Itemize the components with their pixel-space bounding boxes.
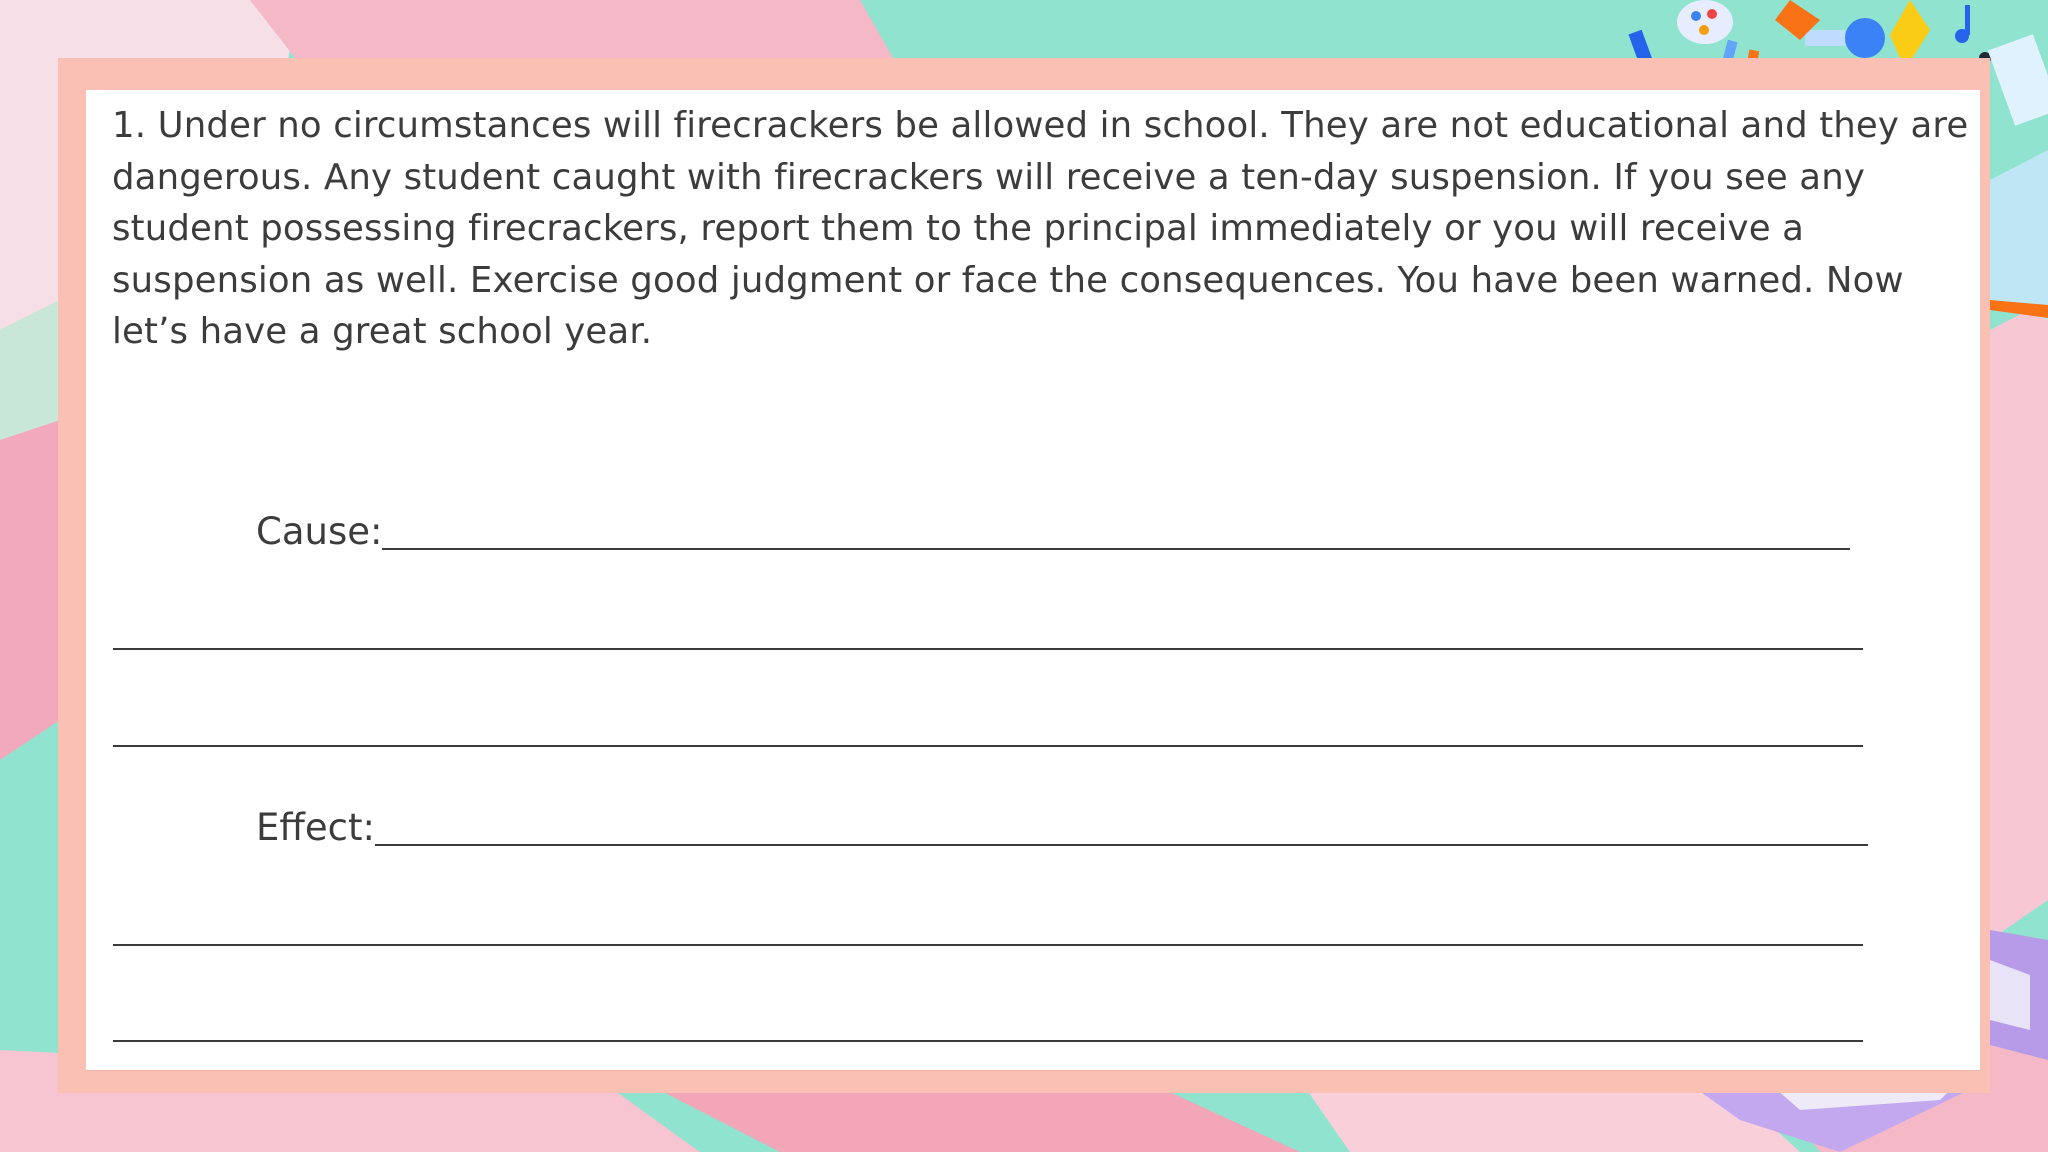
cause-answer-line-2[interactable] xyxy=(113,648,1863,650)
effect-answer-line-3[interactable] xyxy=(113,1040,1863,1042)
effect-label: Effect: xyxy=(256,806,375,849)
paint-palette-icon xyxy=(1677,0,1733,44)
passage-text: 1. Under no circumstances will firecrackers be allowed in school. They are not educational and they are dangerous. Any student caught with firecrackers will receive a ten-day suspension. If you see any student possessing firecrackers, report them to the principal immediately or you will receive a suspension as well. Exercise good judgment or face the consequences. You have been warned. Now let’s have a great school year. xyxy=(112,105,1969,352)
effect-answer-line[interactable] xyxy=(375,844,1868,846)
cause-answer-line[interactable] xyxy=(382,548,1850,550)
effect-row xyxy=(256,796,1868,856)
cause-row xyxy=(256,500,1850,560)
cause-label: Cause: xyxy=(256,510,383,553)
effect-answer-line-2[interactable] xyxy=(113,944,1863,946)
cause-answer-line-3[interactable] xyxy=(113,745,1863,747)
